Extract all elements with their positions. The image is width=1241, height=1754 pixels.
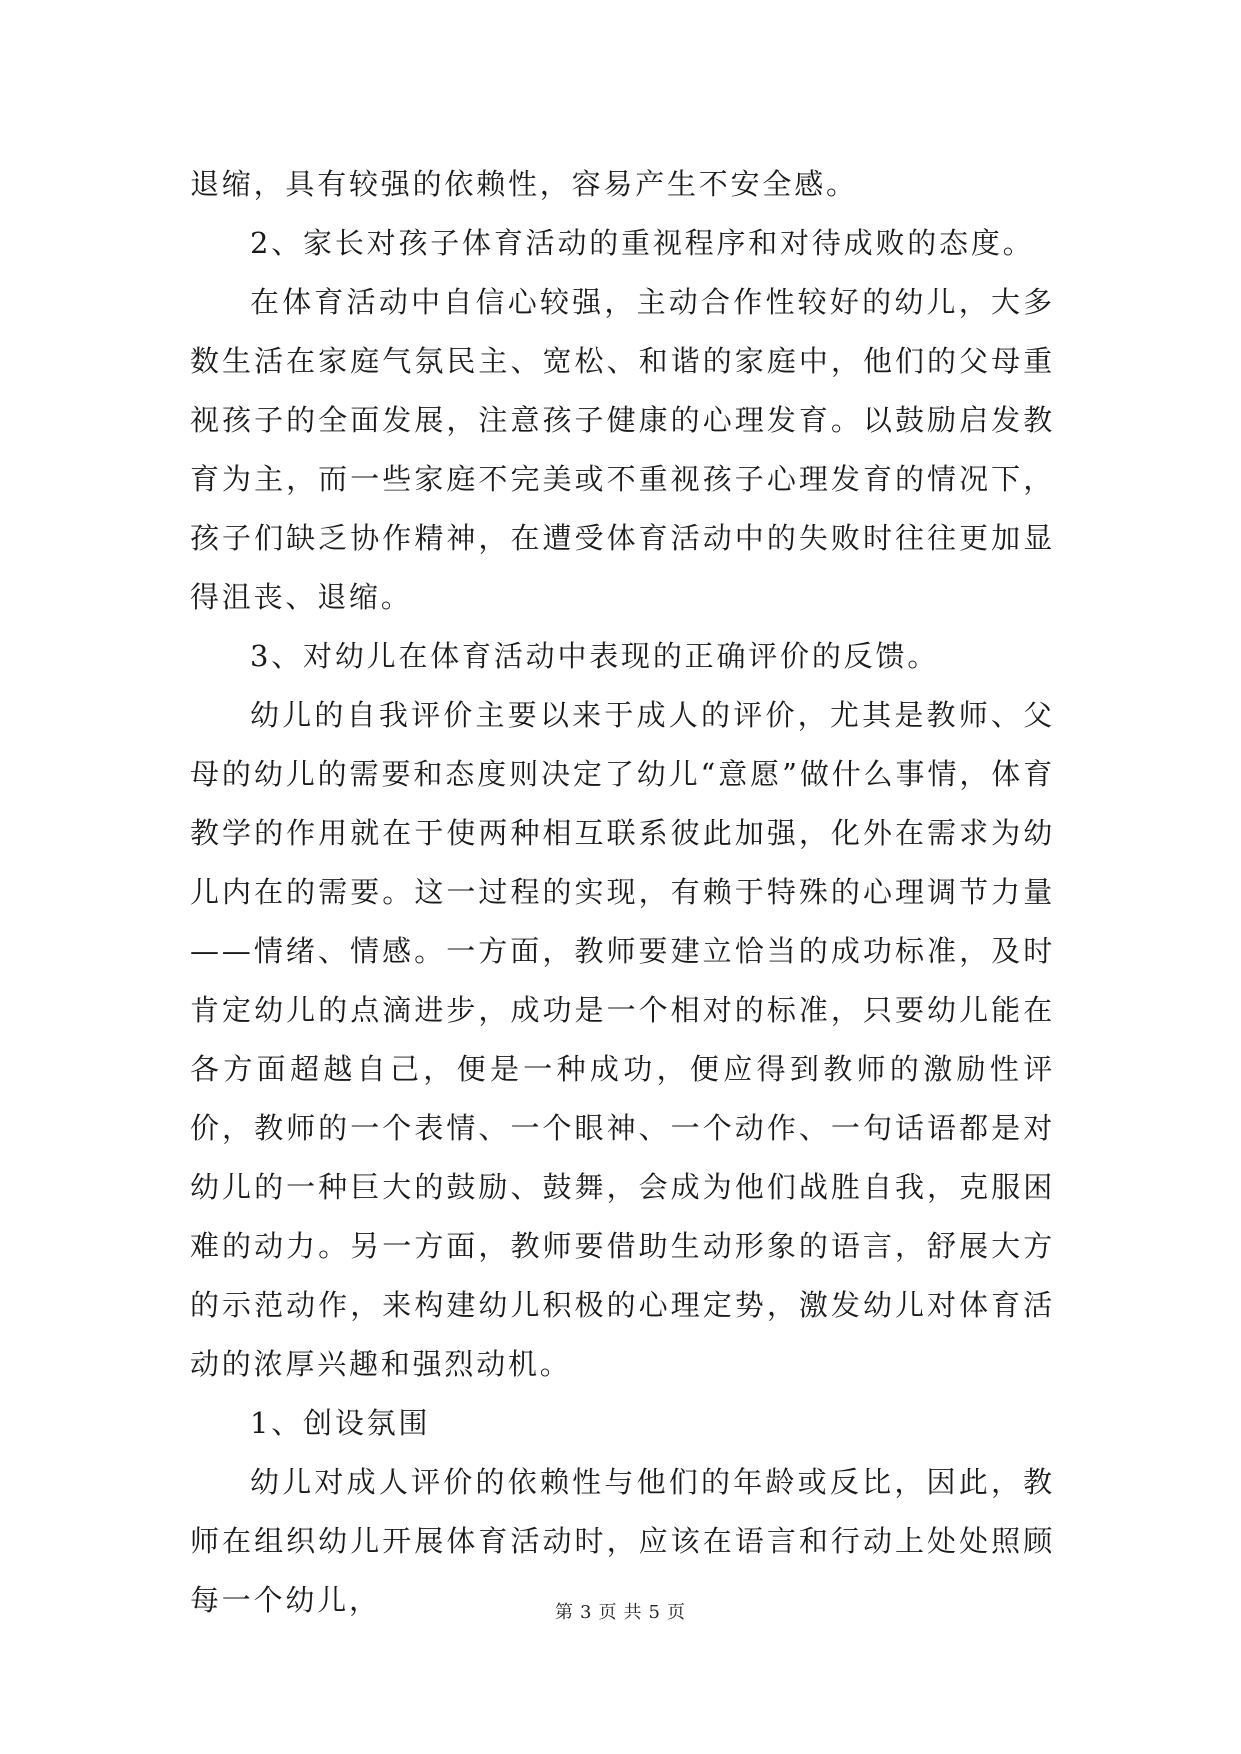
footer-page-word: 页: [598, 1602, 618, 1623]
paragraph-family-environment: 在体育活动中自信心较强，主动合作性较好的幼儿，大多数生活在家庭气氛民主、宽松、和谐的家庭中，他们的父母重视孩子的全面发展，注意孩子健康的心理发育。以鼓励启发教育为主，而一些家庭不完美或不重视孩子心理发育的情况下，孩子们缺乏协作精神，在遭受体育活动中的失败时往往更加显得沮丧、退缩。: [190, 285, 1055, 614]
section-heading-evaluation-feedback: 3、对幼儿在体育活动中表现的正确评价的反馈。: [250, 639, 940, 673]
paragraph-dependence: 幼儿对成人评价的依赖性与他们的年龄或反比，因此，教师在组织幼儿开展体育活动时，应该在语言和行动上处处照顾每一个幼儿，: [190, 1465, 1055, 1617]
footer-total-pages: 5: [648, 1602, 661, 1623]
footer-total-word: 共: [623, 1602, 643, 1623]
footer-prefix: 第: [555, 1602, 575, 1623]
section-heading-parent-attitude: 2、家长对孩子体育活动的重视程序和对待成败的态度。: [250, 226, 1035, 260]
footer-suffix: 页: [666, 1602, 686, 1623]
paragraph-self-evaluation: 幼儿的自我评价主要以来于成人的评价，尤其是教师、父母的幼儿的需要和态度则决定了幼儿“意愿”做什么事情，体育教学的作用就在于使两种相互联系彼此加强，化外在需求为幼儿内在的需要。这一过程的实现，有赖于特殊的心理调节力量——情绪、情感。一方面，教师要建立恰当的成功标准，及时肯定幼儿的点滴进步，成功是一个相对的标准，只要幼儿能在各方面超越自己，便是一种成功，便应得到教师的激励性评价，教师的一个表情、一个眼神、一个动作、一句话语都是对幼儿的一种巨大的鼓励、鼓舞，会成为他们战胜自我，克服困难的动力。另一方面，教师要借助生动形象的语言，舒展大方的示范动作，来构建幼儿积极的心理定势，激发幼儿对体育活动的浓厚兴趣和强烈动机。: [190, 698, 1055, 1381]
paragraph-continuation: 退缩，具有较强的依赖性，容易产生不安全感。: [190, 167, 858, 201]
document-body: [190, 155, 1055, 1630]
footer-current-page: 3: [580, 1602, 593, 1623]
section-heading-create-atmosphere: 1、创设氛围: [250, 1406, 431, 1440]
page-footer: [0, 1598, 1241, 1624]
